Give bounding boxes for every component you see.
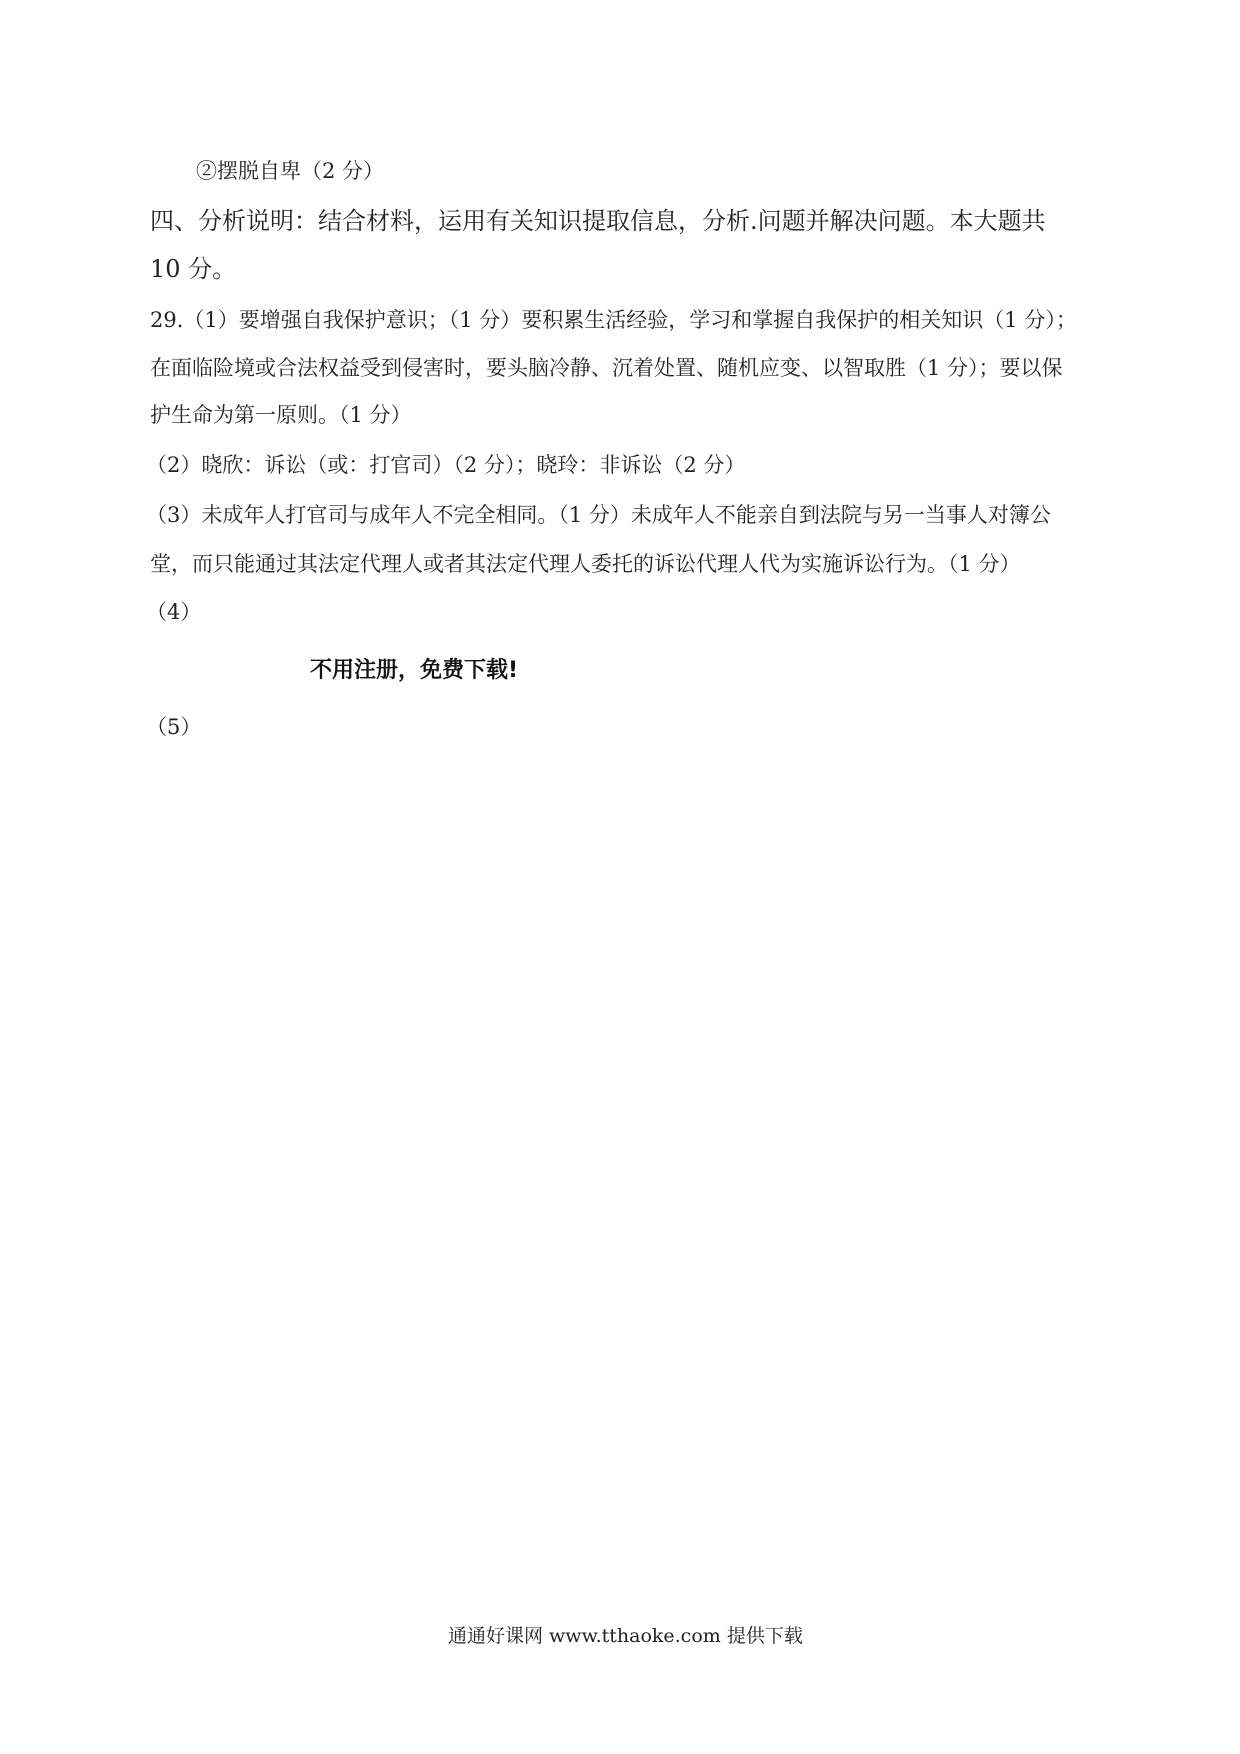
answer-item-2: ②摆脱自卑（2 分） bbox=[196, 159, 385, 183]
q29-part4: （4） bbox=[146, 600, 202, 624]
q29-part1-line-3: 护生命为第一原则。（1 分） bbox=[150, 403, 412, 427]
q29-part2: （2）晓欣：诉讼（或：打官司）（2 分）；晓玲：非诉讼（2 分） bbox=[146, 453, 746, 477]
q29-part3-line-2: 堂，而只能通过其法定代理人或者其法定代理人委托的诉讼代理人代为实施诉讼行为。（1 分） bbox=[150, 552, 1021, 576]
promo-text: 不用注册，免费下载! bbox=[310, 658, 519, 683]
q29-part1-line-2: 在面临险境或合法权益受到侵害时，要头脑冷静、沉着处置、随机应变、以智取胜（1 分）；要以保 bbox=[150, 356, 1063, 380]
page-footer: 通通好课网 www.tthaoke.com 提供下载 bbox=[448, 1625, 803, 1647]
q29-part1-line-1: 29.（1）要增强自我保护意识；（1 分）要积累生活经验，学习和掌握自我保护的相关知识（1 分）； bbox=[150, 308, 1077, 332]
section-heading-line-2: 10 分。 bbox=[150, 255, 237, 283]
section-heading-line-1: 四、分析说明：结合材料，运用有关知识提取信息，分析.问题并解决问题。本大题共 bbox=[150, 207, 1046, 235]
q29-part5: （5） bbox=[146, 715, 202, 739]
q29-part3-line-1: （3）未成年人打官司与成年人不完全相同。（1 分）未成年人不能亲自到法院与另一当事人对簿公 bbox=[146, 503, 1051, 527]
